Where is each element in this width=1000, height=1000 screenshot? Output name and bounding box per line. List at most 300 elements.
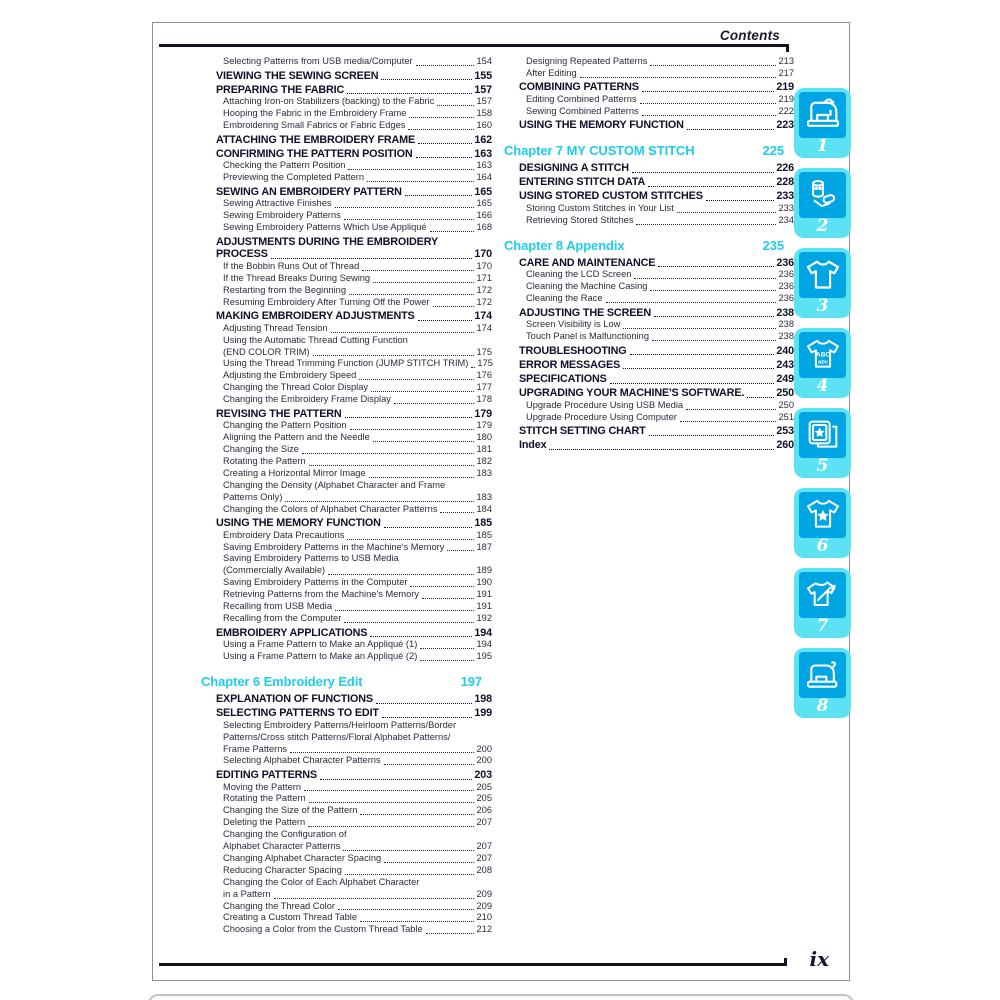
toc-entry-label: ERROR MESSAGES [519,358,621,371]
dot-leader [630,354,775,355]
dot-leader [658,266,774,267]
toc-entry-label: Screen Visibility is Low [526,319,621,330]
dot-leader [376,703,472,704]
toc-entry-page-number: 207 [476,817,492,828]
toc-entry-page-number: 175 [477,358,493,369]
dot-leader [416,65,475,66]
toc-entry[interactable] [519,359,794,372]
toc-entry-label: Sewing Embroidery Patterns Which Use Appliqué [223,222,427,233]
toc-entry-page-number: 194 [474,626,492,639]
dot-leader [371,391,474,392]
toc-entry[interactable] [526,215,794,227]
toc-entry-page-number: 164 [476,172,492,183]
toc-entry[interactable] [223,805,492,817]
chapter-tab-5[interactable] [794,408,851,478]
toc-entry-page-number: 187 [476,541,492,552]
toc-entry-page-number: 238 [778,331,794,342]
toc-entry[interactable] [223,912,492,924]
toc-entry-page-number: 217 [778,67,794,78]
toc-entry[interactable] [519,307,794,320]
toc-entry-label: Creating a Horizontal Mirror Image [223,467,366,478]
toc-entry-page-number: 190 [476,577,492,588]
bobbin-accessories-icon [803,175,843,215]
toc-entry-label: Embroidery Data Precautions [223,529,345,540]
toc-entry-label: Restarting from the Beginning [223,284,346,295]
toc-entry[interactable] [223,323,492,335]
toc-entry[interactable] [526,293,794,305]
toc-entry[interactable] [216,236,492,261]
toc-entry[interactable] [216,148,492,161]
toc-entry-label: (Commercially Available) [223,565,326,576]
toc-entry-label: Hooping the Fabric in the Embroidery Frame [223,108,407,119]
dot-leader [632,172,775,173]
dot-leader [360,814,474,815]
toc-entry[interactable] [526,269,794,281]
toc-entry-label: in a Pattern [223,888,271,899]
toc-entry[interactable] [223,504,492,516]
toc-entry[interactable] [223,370,492,382]
dot-leader [331,332,475,333]
toc-entry-label: Sewing Combined Patterns [526,105,639,116]
toc-entry-page-number: 192 [476,613,492,623]
toc-entry[interactable] [216,627,492,640]
toc-entry[interactable] [526,56,794,68]
toc-entry[interactable] [223,639,492,651]
toc-entry[interactable] [223,720,492,756]
toc-entry-label: Saving Embroidery Patterns in the Computer [223,577,408,588]
toc-entry[interactable] [223,432,492,444]
toc-entry[interactable] [216,769,492,782]
tshirt-alphabet-icon [803,335,843,375]
toc-entry-label: Recalling from USB Media [223,601,333,612]
toc-entry[interactable] [216,707,492,720]
toc-entry[interactable] [216,186,492,199]
dot-leader [308,826,474,827]
toc-entry-page-number: 209 [476,900,492,911]
toc-entry-label: SELECTING PATTERNS TO EDIT [216,707,379,720]
dot-leader [430,231,475,232]
dot-leader [348,169,474,170]
dot-leader [687,129,775,130]
dot-leader [382,717,473,718]
toc-entry-label: Using a Frame Pattern to Make an Appliqué (2) [223,651,418,661]
toc-entry[interactable] [526,203,794,215]
chapter-tab-icon-box [799,172,846,218]
toc-entry[interactable] [223,394,492,406]
toc-entry[interactable] [519,373,794,386]
dot-leader [418,143,472,144]
toc-entry[interactable] [223,901,492,913]
toc-entry[interactable] [223,172,492,184]
toc-entry[interactable] [519,190,794,203]
toc-entry-page-number: 235 [762,237,784,253]
chapter-tab-bar [794,88,851,718]
dot-leader [549,449,774,450]
toc-entry-label: PREPARING THE FABRIC [216,83,345,96]
toc-entry-label: Using the Thread Trimming Function (JUMP STITCH TRIM) [223,358,469,369]
dot-leader [606,302,777,303]
dot-leader [437,105,474,106]
footer-rule [159,963,787,966]
toc-entry-page-number: 236 [778,281,794,292]
dot-leader [408,129,474,130]
toc-entry[interactable] [223,297,492,309]
dot-leader [373,282,474,283]
dot-leader [420,648,474,649]
toc-entry-page-number: 176 [476,370,492,381]
chapter-tab-number: 2 [816,216,829,236]
toc-entry[interactable] [519,439,794,452]
toc-entry[interactable] [223,480,492,504]
toc-entry[interactable] [223,210,492,222]
toc-entry[interactable] [526,319,794,331]
toc-entry-label: COMBINING PATTERNS [519,81,639,94]
toc-entry-line: Changing the Color of Each Alphabet Character [223,876,420,887]
toc-entry-label: MAKING EMBROIDERY ADJUSTMENTS [216,310,415,323]
toc-entry[interactable] [223,577,492,589]
toc-entry[interactable] [223,613,492,625]
dot-leader [359,379,474,380]
toc-entry-label: Saving Embroidery Patterns in the Machine's Memory [223,541,445,552]
toc-entry-page-number: 170 [476,260,492,271]
toc-entry-page-number: 223 [776,119,794,132]
toc-entry-page-number: 207 [476,841,492,852]
toc-entry-page-number: 197 [460,673,482,689]
footer-page-number: ix [809,947,829,971]
dot-leader [747,397,774,398]
dot-leader [648,186,774,187]
chapter-tab-icon-box [799,412,846,458]
toc-entry[interactable] [216,310,492,323]
dot-leader [381,79,472,80]
toc-entry-page-number: 181 [476,444,492,455]
toc-entry-label: Upgrade Procedure Using Computer [526,411,677,422]
chapter-tab-1[interactable] [794,88,851,158]
toc-entry[interactable] [223,420,492,432]
dot-leader [384,862,474,863]
chapter-tab-8[interactable] [794,648,851,718]
toc-entry-label: DESIGNING A STITCH [519,162,629,174]
toc-entry-page-number: 243 [776,358,794,371]
toc-entry-label: SEWING AN EMBROIDERY PATTERN [216,185,402,198]
toc-entry[interactable] [223,530,492,542]
toc-entry[interactable] [223,56,492,68]
toc-entry-label: Changing the Thread Color [223,900,335,911]
dot-leader [309,802,475,803]
chapter-tab-number: 7 [816,616,829,636]
toc-entry[interactable] [223,358,492,370]
toc-entry[interactable] [223,285,492,297]
toc-entry-page-number: 250 [776,387,794,400]
toc-entry-page-number: 168 [476,222,492,233]
toc-entry-page-number: 154 [476,56,492,66]
toc-chapter-entry[interactable] [504,238,794,253]
toc-entry-page-number: 179 [476,420,492,431]
chapter-tab-7[interactable] [794,568,851,638]
toc-entry-page-number: 213 [778,56,794,66]
chapter-tab-2[interactable] [794,168,851,238]
dot-leader [347,93,472,94]
toc-entry-page-number: 166 [476,210,492,221]
toc-entry-line: Saving Embroidery Patterns to USB Media [223,553,399,564]
toc-entry[interactable] [216,134,492,147]
toc-entry-label: EXPLANATION OF FUNCTIONS [216,692,373,705]
toc-entry-label: Alphabet Character Patterns [223,841,341,852]
toc-entry-page-number: 225 [762,143,784,158]
dot-leader [285,501,474,502]
toc-entry-label: SPECIFICATIONS [519,373,607,386]
toc-entry-page-number: 250 [778,399,794,410]
dot-leader [370,636,472,637]
toc-entry[interactable] [216,693,492,706]
toc-entry[interactable] [223,853,492,865]
chapter-tab-icon-box [799,572,846,618]
embroidery-frame-icon [803,415,843,455]
toc-entry-label: Cleaning the Machine Casing [526,281,648,292]
chapter-tab-4[interactable] [794,328,851,398]
dot-leader [344,622,474,623]
toc-entry-line: Patterns/Cross stitch Patterns/Floral Alphabet Patterns/ [223,731,451,742]
toc-entry-label: Retrieving Stored Stitches [526,214,634,225]
toc-entry-page-number: 185 [476,529,492,540]
toc-chapter-entry[interactable] [201,674,492,689]
toc-entry[interactable] [223,924,492,936]
toc-entry[interactable] [223,651,492,663]
toc-entry-label: Changing the Size [223,444,299,455]
toc-entry-page-number: 228 [776,176,794,189]
toc-entry-label: TROUBLESHOOTING [519,344,627,357]
chapter-tab-icon-box [799,492,846,538]
toc-entry[interactable] [519,387,794,400]
toc-entry-label: Sewing Attractive Finishes [223,198,332,209]
toc-entry[interactable] [223,782,492,794]
toc-entry[interactable] [223,108,492,120]
toc-entry[interactable] [216,70,492,83]
toc-entry[interactable] [519,119,794,132]
toc-entry[interactable] [519,257,794,270]
dot-leader [471,367,475,368]
toc-entry-page-number: 233 [776,190,794,203]
toc-entry-page-number: 163 [476,160,492,171]
toc-entry[interactable] [526,281,794,293]
toc-entry-label: (END COLOR TRIM) [223,346,310,357]
toc-entry-page-number: 157 [474,83,492,96]
toc-entry-page-number: 234 [778,214,794,225]
toc-entry[interactable] [223,456,492,468]
toc-entry-page-number: 205 [476,793,492,804]
toc-entry-page-number: 240 [776,344,794,357]
custom-stitch-machine-icon [803,655,843,695]
dot-leader [422,598,474,599]
toc-entry[interactable] [223,468,492,480]
toc-entry-page-number: 200 [476,743,492,754]
dot-leader [345,417,473,418]
toc-entry-page-number: 260 [776,439,794,452]
toc-entry[interactable] [223,222,492,234]
dot-leader [420,660,474,661]
toc-entry-page-number: 210 [476,912,492,923]
toc-entry[interactable] [223,589,492,601]
chapter-tab-icon-box [799,332,846,378]
dot-leader [290,752,474,753]
toc-entry[interactable] [526,412,794,424]
toc-entry[interactable] [223,601,492,613]
chapter-tab-number: 4 [816,376,829,396]
dot-leader [650,65,776,66]
toc-entry-page-number: 185 [474,517,492,530]
page-header-title: Contents [719,28,780,43]
dot-leader [384,527,473,528]
toc-entry-label: If the Thread Breaks During Sewing [223,272,371,283]
toc-entry[interactable] [223,553,492,577]
toc-entry[interactable] [223,865,492,877]
toc-entry-label: Designing Repeated Patterns [526,56,648,66]
toc-entry[interactable] [526,94,794,106]
dot-leader [405,195,473,196]
toc-entry[interactable] [519,176,794,189]
toc-entry-page-number: 172 [476,284,492,295]
dot-leader [416,157,473,158]
toc-entry-line: Selecting Embroidery Patterns/Heirloom Patterns/Border [223,719,457,730]
toc-entry-page-number: 208 [476,864,492,875]
dot-leader [360,921,474,922]
toc-entry[interactable] [223,877,492,901]
toc-entry[interactable] [223,793,492,805]
dot-leader [409,117,474,118]
dot-leader [580,77,777,78]
dot-leader [623,368,774,369]
toc-entry[interactable] [216,84,492,97]
toc-entry-page-number: 163 [474,147,492,160]
toc-entry-page-number: 206 [476,805,492,816]
dot-leader [410,586,474,587]
toc-entry-label: CARE AND MAINTENANCE [519,256,656,269]
dot-leader [654,316,774,317]
toc-entry[interactable] [223,755,492,767]
dot-leader [394,403,475,404]
toc-entry[interactable] [526,331,794,343]
toc-entry-label: Cleaning the Race [526,293,603,304]
toc-entry[interactable] [519,162,794,175]
toc-entry-line: ADJUSTMENTS DURING THE EMBROIDERY [216,235,438,248]
toc-entry-page-number: 191 [476,601,492,612]
toc-entry[interactable] [223,444,492,456]
toc-entry-label: USING THE MEMORY FUNCTION [519,119,684,132]
dot-leader [440,512,474,513]
next-page-edge [148,994,854,1000]
toc-entry-page-number: 162 [474,133,492,146]
toc-chapter-entry[interactable] [504,143,794,158]
dot-leader [677,212,777,213]
toc-entry-label: VIEWING THE SEWING SCREEN [216,69,379,82]
toc-entry-label: Sewing Embroidery Patterns [223,210,341,221]
dot-leader [274,898,475,899]
toc-entry[interactable] [223,273,492,285]
toc-entry-page-number: 178 [476,394,492,405]
toc-entry-label: Recalling from the Computer [223,613,342,623]
toc-entry-page-number: 249 [776,373,794,386]
toc-entry-label: USING STORED CUSTOM STITCHES [519,190,703,203]
toc-entry-label: Cleaning the LCD Screen [526,269,632,280]
toc-entry-label: Changing the Pattern Position [223,420,347,431]
toc-entry-page-number: 165 [476,198,492,209]
dot-leader [349,294,474,295]
chapter-tab-number: 5 [816,456,829,476]
toc-entry[interactable] [223,382,492,394]
toc-entry[interactable] [526,106,794,118]
chapter-tab-6[interactable] [794,488,851,558]
toc-entry[interactable] [223,120,492,132]
toc-entry[interactable] [223,542,492,554]
toc-entry-page-number: 180 [476,432,492,443]
toc-entry[interactable] [223,261,492,273]
dot-leader [652,340,776,341]
toc-entry-label: Patterns Only) [223,491,283,502]
toc-entry-label: ENTERING STITCH DATA [519,176,646,189]
toc-entry[interactable] [223,160,492,172]
toc-entry[interactable] [223,335,492,359]
toc-entry-label: Deleting the Pattern [223,817,306,828]
toc-entry-page-number: 212 [476,924,492,935]
toc-entry-line: Using the Automatic Thread Cutting Function [223,334,408,345]
toc-entry-page-number: 158 [476,108,492,119]
toc-entry-label: ATTACHING THE EMBROIDERY FRAME [216,133,416,146]
dot-leader [642,91,775,92]
toc-entry-label: Changing Alphabet Character Spacing [223,852,382,863]
toc-entry-label: Chapter 7 MY CUSTOM STITCH [504,143,695,158]
toc-entry-page-number: 182 [476,455,492,466]
toc-entry-label: CONFIRMING THE PATTERN POSITION [216,147,413,160]
dot-leader [650,290,776,291]
toc-entry-label: Storing Custom Stitches in Your List [526,202,674,213]
dot-leader [347,539,474,540]
toc-entry[interactable] [526,400,794,412]
toc-entry-label: EDITING PATTERNS [216,768,317,781]
toc-entry[interactable] [519,345,794,358]
toc-entry[interactable] [223,817,492,829]
toc-entry[interactable] [223,198,492,210]
toc-entry[interactable] [519,425,794,438]
dot-leader [369,477,475,478]
toc-entry[interactable] [223,829,492,853]
tshirt-icon [803,255,843,295]
toc-entry-label: Selecting Alphabet Character Patterns [223,755,381,766]
toc-entry[interactable] [216,517,492,530]
dot-leader [345,874,475,875]
dot-leader [447,550,474,551]
toc-entry-label: Index [519,439,547,452]
toc-entry[interactable] [216,408,492,421]
dot-leader [373,441,475,442]
chapter-tab-icon-box [799,252,846,298]
toc-entry-label: REVISING THE PATTERN [216,407,342,420]
toc-entry[interactable] [223,96,492,108]
toc-entry-label: STITCH SETTING CHART [519,425,646,438]
toc-entry-label: After Editing [526,67,577,78]
toc-entry-page-number: 238 [778,319,794,330]
dot-leader [362,270,474,271]
toc-entry[interactable] [526,68,794,80]
toc-entry-page-number: 155 [474,69,492,82]
toc-entry[interactable] [519,81,794,94]
dot-leader [304,790,474,791]
chapter-tab-3[interactable] [794,248,851,318]
toc-entry-label: USING THE MEMORY FUNCTION [216,517,381,530]
tshirt-edit-icon [803,575,843,615]
dot-leader [433,306,475,307]
dot-leader [418,320,473,321]
dot-leader [328,574,474,575]
